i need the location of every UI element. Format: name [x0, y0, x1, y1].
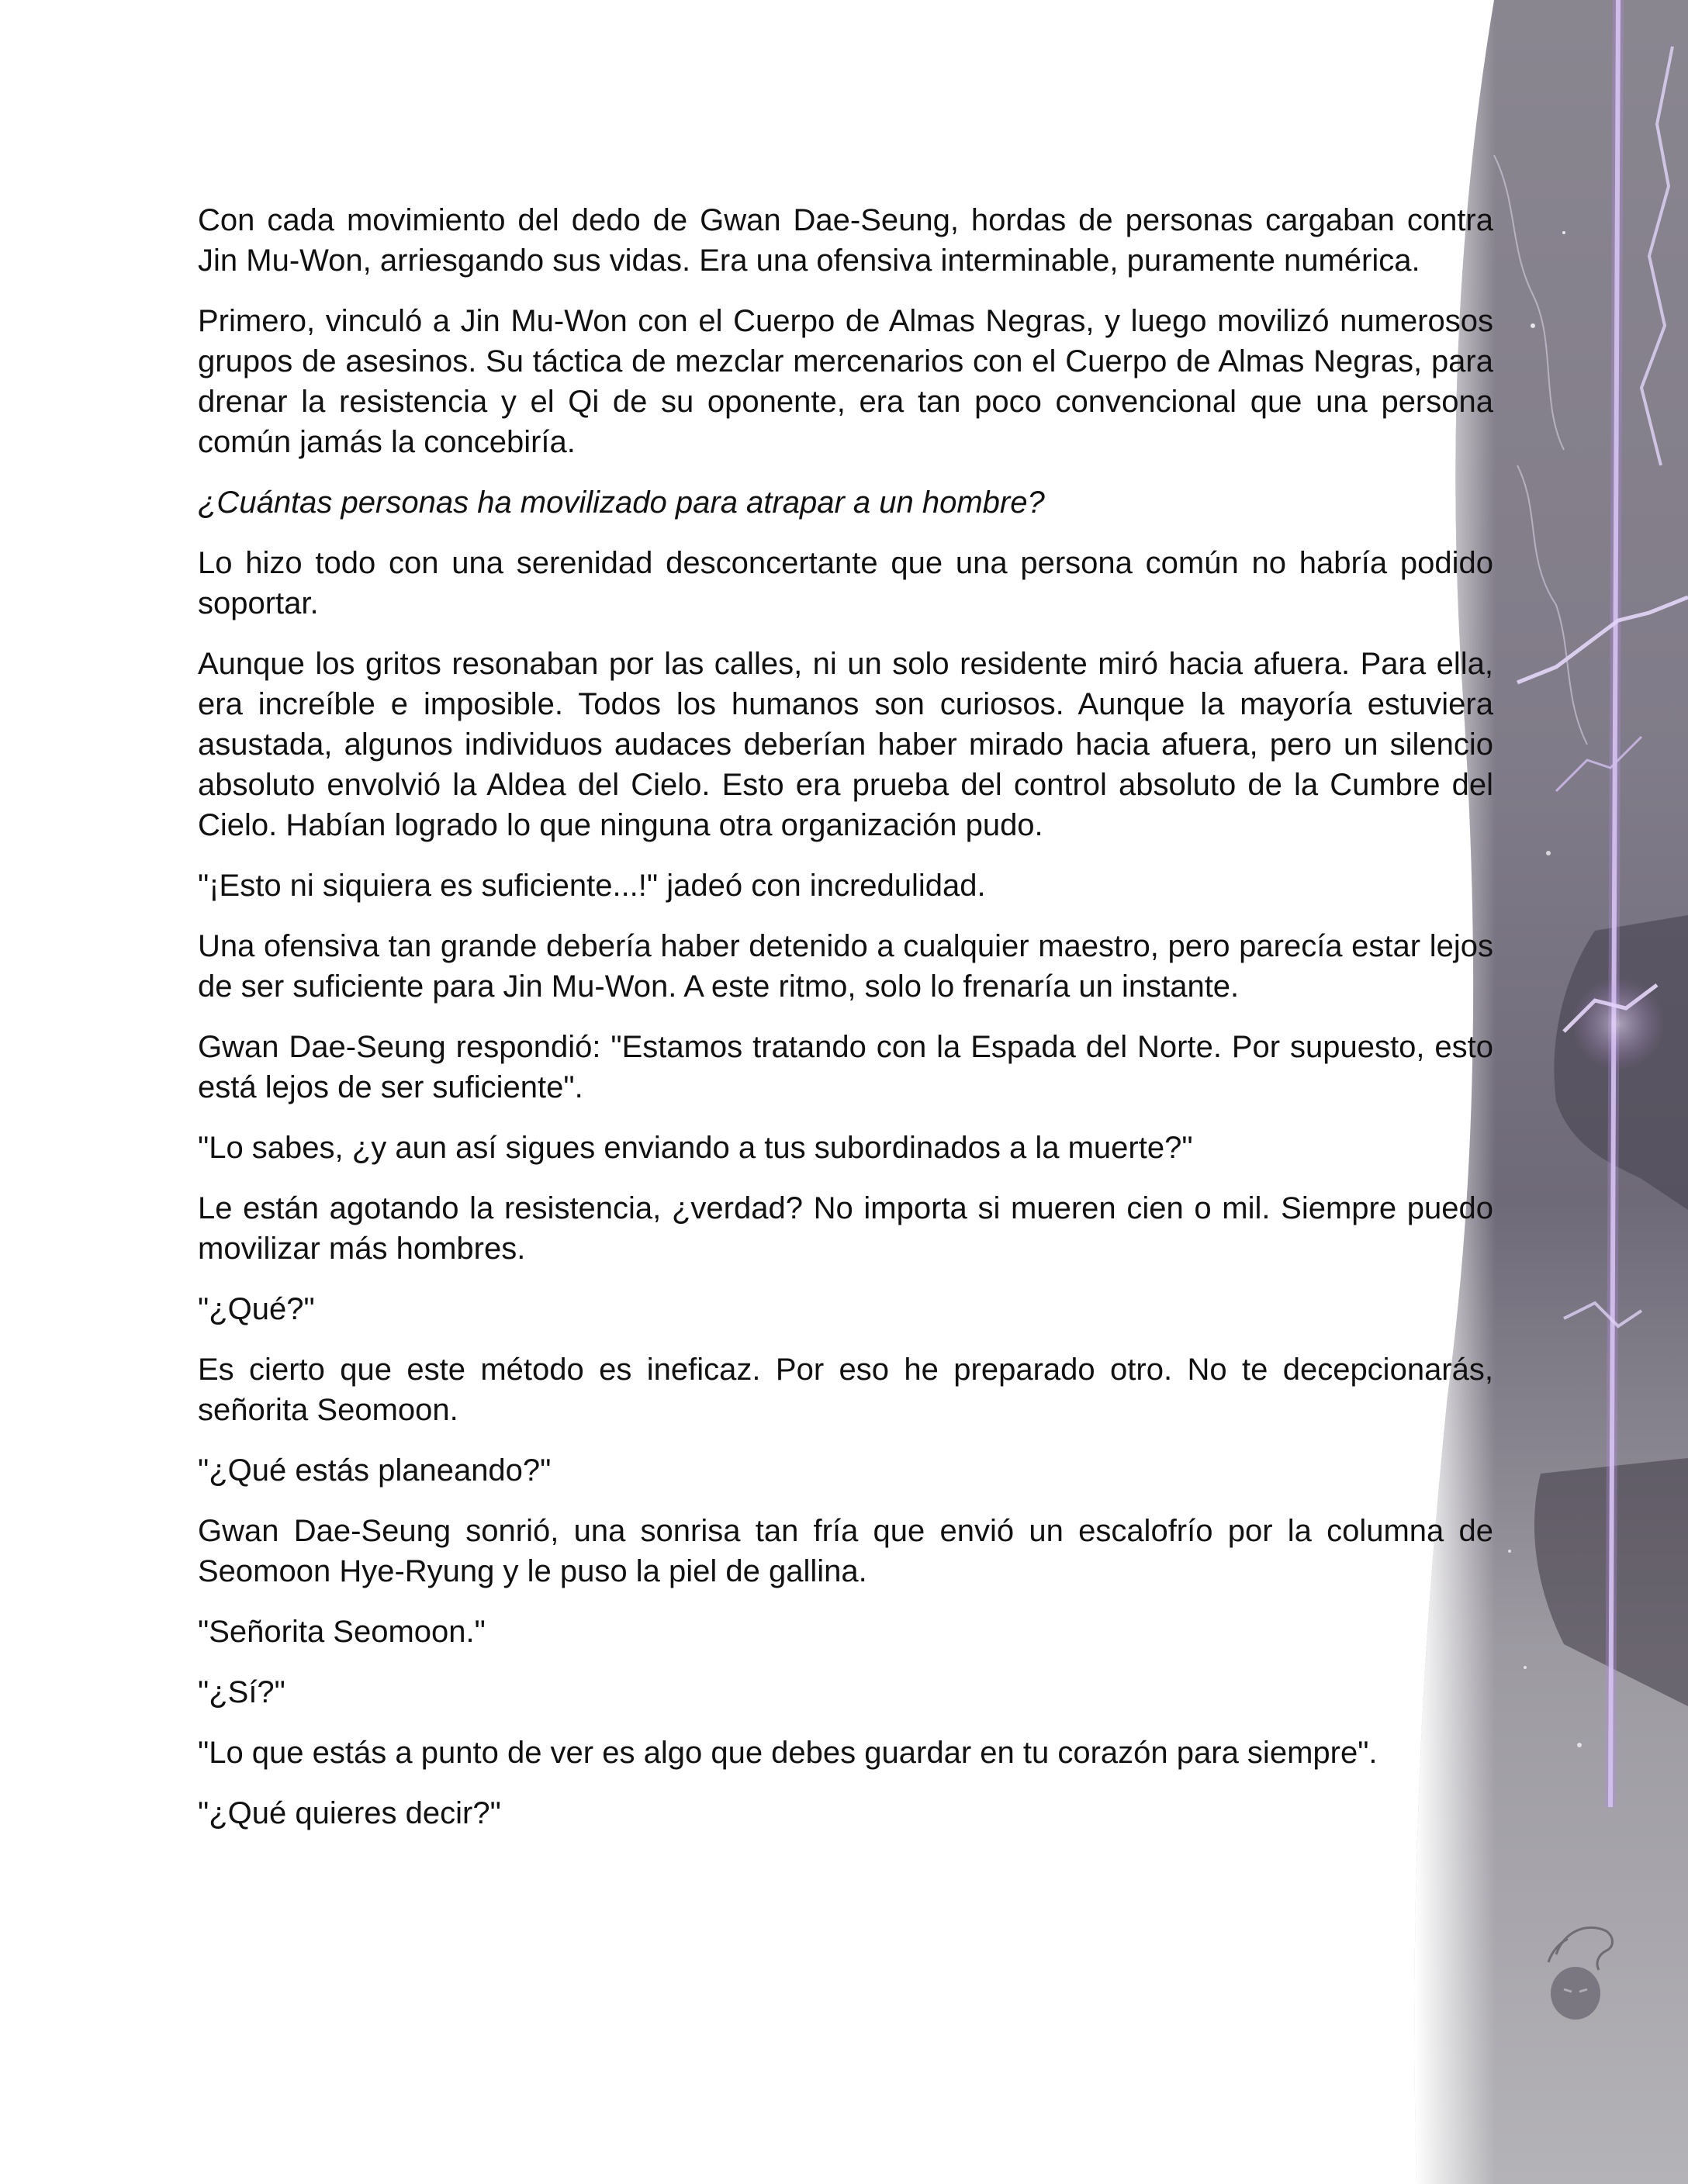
paragraph-15: "Señorita Seomoon."	[198, 1615, 486, 1649]
paragraph-4: Lo hizo todo con una serenidad desconcertante que una persona común no habría podido soportar.	[198, 546, 1493, 620]
paragraph-13: "¿Qué estás planeando?"	[198, 1453, 552, 1488]
paragraph-17: "Lo que estás a punto de ver es algo que debes guardar en tu corazón para siempre".	[198, 1736, 1378, 1770]
paragraph-7: Una ofensiva tan grande debería haber detenido a cualquier maestro, pero parecía estar lejos de ser suficiente para Jin Mu-Won. A este ritmo, solo lo frenaría un instante.	[198, 929, 1493, 1004]
dinosaur-logo-icon	[1533, 1908, 1626, 2024]
paragraph-12: Es cierto que este método es ineficaz. Por eso he preparado otro. No te decepcionarás, señorita Seomoon.	[198, 1353, 1493, 1427]
paragraph-8: Gwan Dae-Seung respondió: "Estamos tratando con la Espada del Norte. Por supuesto, esto está lejos de ser suficiente".	[198, 1030, 1493, 1104]
paragraph-2: Primero, vinculó a Jin Mu-Won con el Cuerpo de Almas Negras, y luego movilizó numerosos grupos de asesinos. Su táctica de mezclar mercenarios con el Cuerpo de Almas Negras, para drenar la resistencia y el Qi de su oponente, era tan poco convencional que una persona común jamás la concebiría.	[198, 304, 1493, 459]
paragraph-9: "Lo sabes, ¿y aun así sigues enviando a tus subordinados a la muerte?"	[198, 1131, 1193, 1165]
paragraph-6: "¡Esto ni siquiera es suficiente...!" jadeó con incredulidad.	[198, 869, 986, 903]
paragraph-16: "¿Sí?"	[198, 1675, 285, 1709]
paragraph-1: Con cada movimiento del dedo de Gwan Dae-Seung, hordas de personas cargaban contra Jin Mu-Won, arriesgando sus vidas. Era una ofensiva interminable, puramente numérica.	[198, 203, 1493, 278]
paragraph-18: "¿Qué quieres decir?"	[198, 1796, 501, 1830]
document-page	[198, 200, 1493, 1854]
paragraph-14: Gwan Dae-Seung sonrió, una sonrisa tan fría que envió un escalofrío por la columna de Seomoon Hye-Ryung y le puso la piel de gallina.	[198, 1514, 1493, 1588]
paragraph-10: Le están agotando la resistencia, ¿verdad? No importa si mueren cien o mil. Siempre puedo movilizar más hombres.	[198, 1191, 1493, 1266]
paragraph-11: "¿Qué?"	[198, 1292, 315, 1326]
paragraph-3-thought: ¿Cuántas personas ha movilizado para atrapar a un hombre?	[198, 486, 1045, 520]
paragraph-5: Aunque los gritos resonaban por las calles, ni un solo residente miró hacia afuera. Para ella, era increíble e imposible. Todos los humanos son curiosos. Aunque la mayoría estuviera asustada, algunos individuos audaces deberían haber mirado hacia afuera, pero un silencio absoluto envolvió la Aldea del Cielo. Esto era prueba del control absoluto de la Cumbre del Cielo. Habían logrado lo que ninguna otra organización pudo.	[198, 647, 1493, 842]
